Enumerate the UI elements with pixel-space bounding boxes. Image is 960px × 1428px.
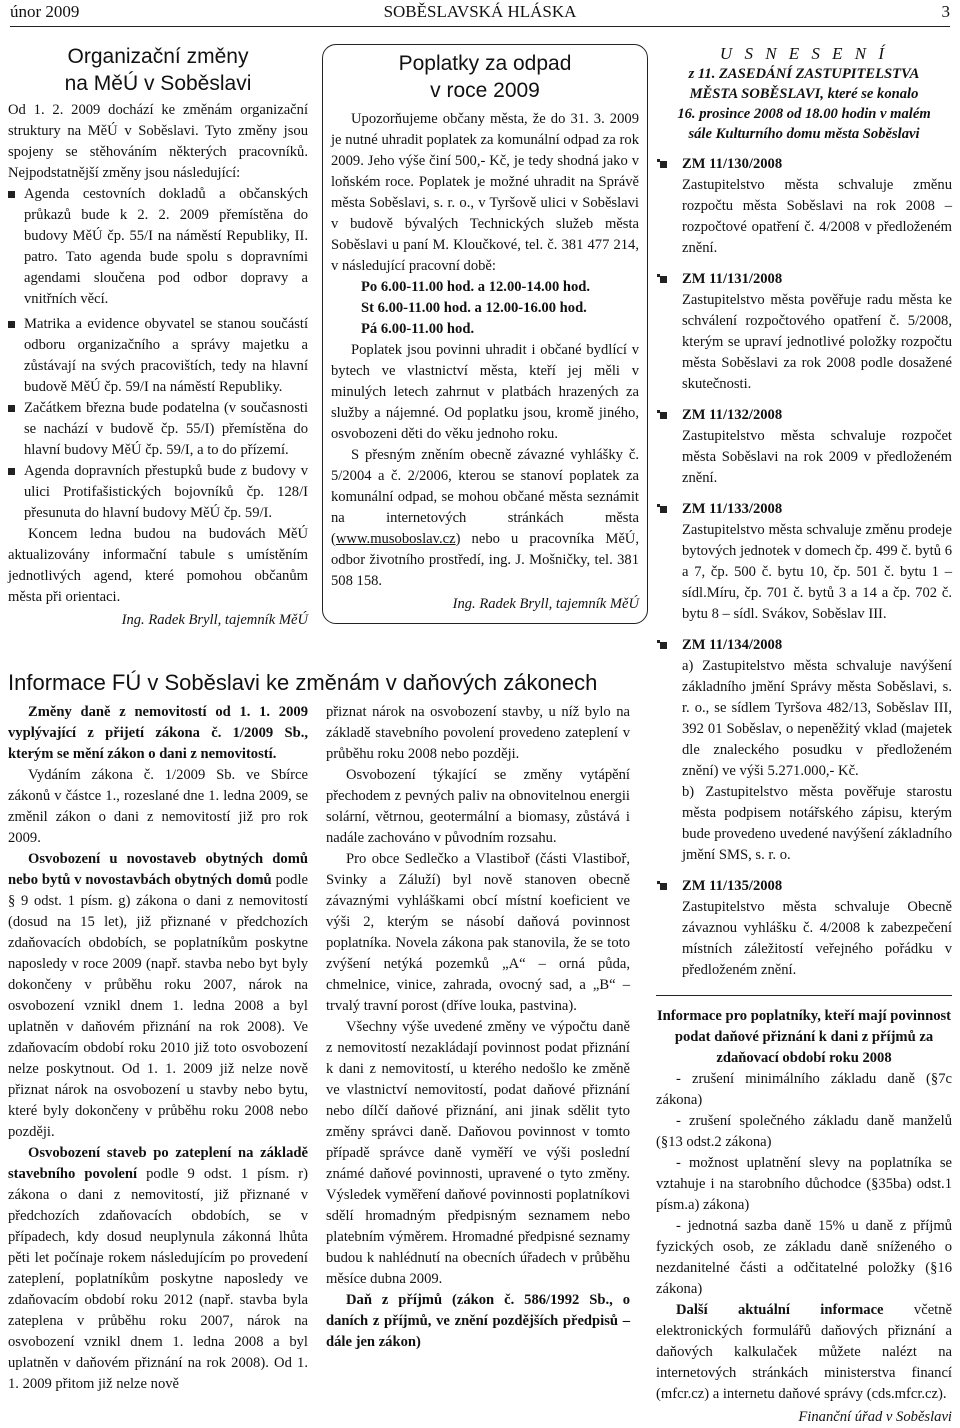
article-title-line2: v roce 2009: [430, 79, 540, 102]
article-paragraph: Osvobození u novostaveb obytných domů nebo bytů v novostavbách obytných domů podle § 9 odst. 1 písm. g) zákona o dani z nemovitostí (dosud na 15 let), již přiznané v předchozích zdaňovacích obdobích, se poplatníkům poskytne naposledy v roce 2009 (např. stavba nebo byt byly dokončeny v průběhu roku 2007, nárok na osvobození vznikl dnem 1. ledna 2008 a byl uplatněn v daňovém přiznání na rok 2008). Ve zdaňovacím období roku 2010 již toto osvobození nelze poskytnout. Od 1. 1. 2009 již nelze nově přiznat nárok na osvobození u stavby nebo bytu, které byly dokončeny v průběhu roku 2008 nebo později.: [8, 851, 308, 1140]
bullet-icon: [660, 161, 667, 168]
article-intro: Od 1. 2. 2009 dochází ke změnám organizační struktury na MěÚ v Soběslavi. Tyto změny jsou spojeny se stěhováním některých pracovníků. Nejpodstatnější změny jsou následující:: [8, 102, 308, 181]
resolution-item: ZM 11/131/2008 Zastupitelstvo města pověřuje radu města ke schválení rozpočtového opatření č. 5/2008, kterým se upraví jednotlivé položky rozpočtu města Soběslavi za rok 2008 podle dosažené skutečnosti.: [656, 269, 952, 395]
article-title-line1: Organizační změny: [67, 45, 249, 68]
office-hours-mon: Po 6.00-11.00 hod. a 12.00-14.00 hod.: [361, 279, 591, 295]
resolution-item: ZM 11/132/2008 Zastupitelstvo města schvaluje rozpočet města Soběslavi na rok 2009 v předloženém znění.: [656, 405, 952, 489]
article-paragraph: Vydáním zákona č. 1/2009 Sb. ve Sbírce zákonů v částce 1., rozeslané dne 1. ledna 2009, se změnil zákon o dani z nemovitostí již pro rok 2009.: [8, 767, 308, 846]
resolution-item: ZM 11/130/2008 Zastupitelstvo města schvaluje změnu rozpočtu města Soběslavi na rok 2008 – rozpočtové opatření č. 4/2008 v předloženém znění.: [656, 154, 952, 259]
bullet-icon: [660, 883, 667, 890]
bullet-icon: [660, 412, 667, 419]
list-item: Začátkem března bude podatelna (v současnosti se nachází v budově čp. 55/I) přemístěna do hlavní budovy MěÚ čp. 59/I, a to do přízemí.: [8, 398, 308, 461]
article-fu-col1: [8, 702, 308, 1395]
office-hours-wed: St 6.00-11.00 hod. a 12.00-16.00 hod.: [361, 300, 587, 316]
page-number: 3: [941, 2, 950, 21]
article-fu-col2: [326, 702, 630, 1353]
list-item: Agenda cestovních dokladů a občanských průkazů bude k 2. 2. 2009 přemístěna do budovy MěÚ čp. 55/I na náměstí Republiky, II. patro. Tato agenda bude spolu s dopravními agendami sloučena pod odbor dopravy a vnitřních věcí.: [8, 184, 308, 310]
list-item: Matrika a evidence obyvatel se stanou součástí odboru organizačního a správy majetku a zůstávají na svých pracovištích, tedy na hlavní budově MěÚ čp. 59/I na náměstí Republiky.: [8, 314, 308, 398]
list-item: - možnost uplatnění slevy na poplatníka se vztahuje i na starobního důchodce (§35ba) odst.1 písm.a) zákona): [656, 1155, 952, 1213]
article-lead: Změny daně z nemovitostí od 1. 1. 2009 vyplývající z přijetí zákona č. 1/2009 Sb., kterým se mění zákon o dani z nemovitostí.: [8, 704, 308, 762]
article-signature: Finanční úřad v Soběslavi: [798, 1409, 952, 1425]
article-paragraph: Daň z příjmů (zákon č. 586/1992 Sb., o daních z příjmů, ve znění pozdějších předpisů – dále jen zákon): [326, 1292, 630, 1350]
article-paragraph: Všechny výše uvedené změny ve výpočtu daně z nemovitostí nezakládají povinnost podat přiznání k dani z nemovitostí, u kterého nedošlo ke změně ve vlastnictví nemovitostí, podat daňové přiznání nebo dílčí daňové přiznání, ani jinak sdělit tyto změny správci daně. Daňovou povinnost v tomto případě správce daně vyměří ve výši poslední známé daňové povinnosti, upravené o tyto změny. Výsledek vyměření daňové povinnosti poplatníkovi sdělí hromadným předpisným seznamem nebo platebním výměrem. Hromadné předpisné seznamy budou k nahlédnutí na obecních úřadech v průběhu měsíce dubna 2009.: [326, 1019, 630, 1287]
resolution-item: ZM 11/135/2008 Zastupitelstvo města schvaluje Obecně závaznou vyhlášku č. 4/2008 k zabezpečení místních záležitostí veřejného pořádku v předloženém znění.: [656, 876, 952, 981]
article-closing: Další aktuální informace včetně elektronických formulářů daňových přiznání a daňových kalkulaček můžete nalézt na internetových stránkách ministerstva financí (mfcr.cz) a internetu daňové správy (cds.mfcr.cz).: [656, 1302, 952, 1402]
article-paragraph: Upozorňujeme občany města, že do 31. 3. 2009 je nutné uhradit poplatek za komunální odpad za rok 2009. Jeho výše činí 500,- Kč, je tedy shodná jako v loňském roce. Poplatek je možné uhradit na Správě města Soběslavi, s. r. o., v Tyršově ulici v Soběslavi v budově bývalých Technických služeb města Soběslavi u paní M. Kloučkové, tel. č. 381 477 214, v následující pracovní době:: [331, 111, 639, 274]
article-organizacni: [8, 44, 308, 631]
bullet-icon: [8, 321, 15, 328]
list-item: - zrušení společného základu daně manželů (§13 odst.2 zákona): [656, 1113, 952, 1150]
article-paragraph: Osvobození staveb po zateplení na základě stavebního povolení podle 9 odst. 1 písm. r) zákona o dani z nemovitostí, již přiznané v předchozích zdaňovacích obdobích, se v případech, kdy dosud neuplynula zákonná lhůta pěti let počínaje rokem následujícím po provedení zateplení, poplatníkům poskytne naposledy ve zdaňovacím období roku 2012 (např. stavba byla zateplena v průběhu roku 2007, nárok na osvobození vznikl dnem 1. ledna 2008 a byl uplatněn v daňovém přiznání na rok 2008). Od 1. 1. 2009 přitom již nelze nově: [8, 1145, 308, 1392]
bullet-icon: [8, 468, 15, 475]
publication-title: SOBĚSLAVSKÁ HLÁSKA: [383, 2, 577, 21]
list-item: - jednotná sazba daně 15% u daně z příjmů fyzických osob, ze základu daně sníženého o nezdanitelné části a odčitatelné položky (§16 zákona): [656, 1218, 952, 1297]
issue-date: únor 2009: [10, 2, 80, 21]
list-item: - zrušení minimálního základu daně (§7c zákona): [656, 1071, 952, 1108]
article-signature: Ing. Radek Bryll, tajemník MěÚ: [121, 612, 308, 628]
article-usneseni: [656, 44, 952, 1428]
bullet-icon: [8, 191, 15, 198]
bullet-icon: [660, 276, 667, 283]
fu-headline: Informace FÚ v Soběslavi ke změnám v daňových zákonech: [8, 670, 598, 695]
article-paragraph: S přesným zněním obecně závazné vyhlášky č. 5/2004 a č. 2/2006, kterou se stanoví poplatek za komunální odpad, se mohou občané města seznámit na internetových stránkách města (www.musoboslav.cz) nebo u pracovníka MěÚ, odbor životního prostředí, ing. J. Mošničky, tel. 381 508 158.: [331, 447, 639, 589]
article-paragraph: Poplatek jsou povinni uhradit i občané bydlící v bytech ve vlastnictví města, kteří jej měli v minulých letech zahrnut v platbách hrazených za služby a nájemné. Od poplatku jsou, kromě jiného, osvobozeni děti do věku jednoho roku.: [331, 342, 639, 442]
article-title-line2: na MěÚ v Soběslavi: [64, 72, 252, 95]
article-informace: [656, 995, 952, 1428]
article-poplatky: [322, 44, 648, 624]
website-link[interactable]: www.musoboslav.cz: [335, 531, 456, 547]
bullet-icon: [660, 506, 667, 513]
list-item: Agenda dopravních přestupků bude z budovy v ulici Protifašistických bojovníků čp. 128/I přesunuta do hlavní budovy MěÚ čp. 59/I.: [8, 461, 308, 524]
article-closing: Koncem ledna budou na budovách MěÚ aktualizovány informační tabule s umístěním jednotlivých agend, které pomohou občanům města při orientaci.: [8, 526, 308, 605]
resolution-item: ZM 11/134/2008 a) Zastupitelstvo města schvaluje navýšení základního jmění Správy města Soběslavi, s. r. o., se sídlem Tyršova 482/13, Soběslav III, 392 01 Soběslav, o nepeněžitý vklad (majetek dle znaleckého posudku v předloženém znění) ve výši 5.271.000,- Kč. b) Zastupitelstvo města pověřuje starostu města podpisem notářského zápisu, kterým bude provedeno uvedené navýšení základního jmění SMS, s. r. o.: [656, 635, 952, 866]
bullet-icon: [8, 405, 15, 412]
running-header: [10, 2, 950, 27]
bullet-icon: [660, 642, 667, 649]
resolution-item: ZM 11/133/2008 Zastupitelstvo města schvaluje změnu prodeje bytových jednotek v domech čp. 499 č. bytů 6 a 7, čp. 500 č. bytu 10, čp. 501 č. bytu 1 – sídl.Míru, čp. 701 č. bytů 3 a 14 a čp. 702 č. bytu 8 – sídl. Svákov, Soběslav III.: [656, 499, 952, 625]
article-paragraph: přiznat nárok na osvobození stavby, u níž bylo na základě stavebního povolení provedeno zateplení v průběhu roku 2008 nebo později.: [326, 704, 630, 762]
resolution-heading: U S N E S E N Í z 11. ZASEDÁNÍ ZASTUPITELSTVA MĚSTA SOBĚSLAVI, které se konalo 16. prosince 2008 od 18.00 hodin v malém sále Kulturního domu města Soběslavi: [677, 44, 931, 142]
article-signature: Ing. Radek Bryll, tajemník MěÚ: [452, 596, 639, 612]
article-paragraph: Osvobození týkající se změny vytápění přechodem z pevných paliv na obnovitelnou energii solární, větrnou, geotermální a biomasy, zůstává i nadále zachováno v původním rozsahu.: [326, 767, 630, 846]
office-hours-fri: Pá 6.00-11.00 hod.: [361, 321, 475, 337]
article-paragraph: Pro obce Sedlečko a Vlastiboř (části Vlastiboř, Svinky a Záluží) byl nově stanoven obecně závaznými vyhláškami obcí místní koeficient ve výši 2, kterým se násobí daňová povinnost poplatníka. Novela zákona pak stanovila, že se toto zvýšení netýká pozemků „A“ – orná půda, chmelnice, vinice, zahrada, ovocný sad, a „B“ – trvalý travní porost (dříve louka, pastvina).: [326, 851, 630, 1014]
article-title-line1: Poplatky za odpad: [398, 52, 572, 75]
article-title: Informace pro poplatníky, kteří mají povinnost podat daňové přiznání k dani z příjmů za zdaňovací období roku 2008: [656, 1008, 952, 1066]
